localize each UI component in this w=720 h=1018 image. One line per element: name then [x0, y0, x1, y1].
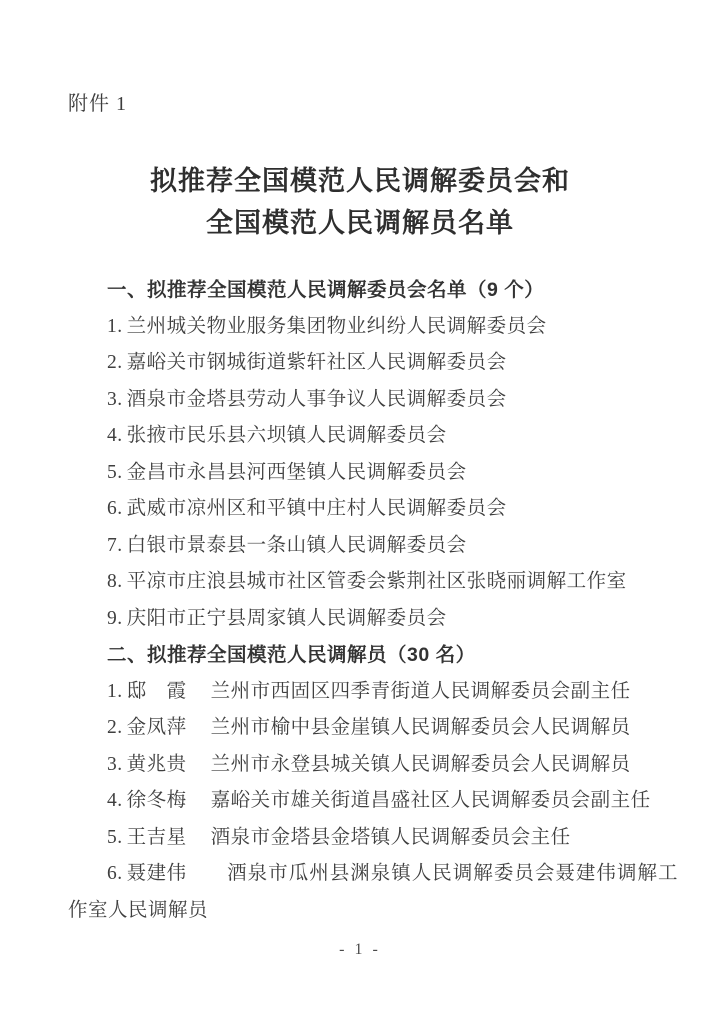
item-number: 6. [107, 863, 123, 884]
item-number: 3. [107, 753, 123, 775]
committee-item [68, 382, 678, 419]
document-title-line1: 拟推荐全国模范人民调解委员会和 [150, 166, 570, 196]
committee-item [68, 309, 678, 346]
committee-item [68, 564, 678, 601]
committee-item [68, 455, 678, 492]
mediator-item [68, 820, 678, 857]
mediator-name: 王吉星 [126, 826, 187, 848]
item-number: 9. [107, 607, 123, 629]
item-number: 7. [107, 534, 123, 556]
mediator-item [68, 674, 678, 711]
mediator-name: 黄兆贵 [126, 753, 187, 775]
item-number: 5. [107, 826, 123, 848]
document-title-line2: 全国模范人民调解员名单 [206, 208, 514, 238]
item-text: 武威市凉州区和平镇中庄村人民调解委员会 [126, 498, 507, 519]
item-number: 6. [107, 498, 123, 519]
item-number: 1. [107, 680, 123, 702]
item-number: 3. [107, 388, 123, 410]
item-text: 庆阳市正宁县周家镇人民调解委员会 [126, 607, 447, 629]
committee-item [68, 528, 678, 565]
item-text: 平凉市庄浪县城市社区管委会紫荆社区张晓丽调解工作室 [126, 571, 627, 592]
committee-item [68, 345, 678, 382]
mediator-position: 酒泉市金塔县金塔镇人民调解委员会主任 [210, 826, 571, 848]
attachment-label: 附件 1 [68, 93, 127, 115]
section-committees-heading: 一、拟推荐全国模范人民调解委员会名单（9 个） [107, 279, 545, 301]
item-number: 1. [107, 315, 123, 337]
page-number: - 1 - [339, 941, 381, 958]
mediator-position: 兰州市永登县城关镇人民调解委员会人民调解员 [210, 753, 631, 775]
document-body [68, 272, 678, 929]
item-number: 2. [107, 352, 123, 373]
mediator-item [68, 783, 678, 820]
document-title [0, 160, 720, 244]
mediator-position: 酒泉市瓜州县渊泉镇人民调解委员会聂建伟调解工作室人民调解员 [68, 863, 678, 921]
item-number: 4. [107, 425, 123, 446]
item-text: 酒泉市金塔县劳动人事争议人民调解委员会 [126, 388, 507, 410]
mediator-name: 聂建伟 [126, 863, 187, 884]
item-text: 张掖市民乐县六坝镇人民调解委员会 [126, 425, 447, 446]
item-text: 嘉峪关市钢城街道紫轩社区人民调解委员会 [126, 352, 507, 373]
mediator-item [68, 856, 678, 929]
mediator-position: 嘉峪关市雄关街道昌盛社区人民调解委员会副主任 [210, 790, 651, 811]
item-text: 金昌市永昌县河西堡镇人民调解委员会 [126, 461, 467, 483]
committee-item [68, 418, 678, 455]
mediator-item [68, 710, 678, 747]
mediator-position: 兰州市西固区四季青街道人民调解委员会副主任 [210, 680, 631, 702]
mediator-position: 兰州市榆中县金崖镇人民调解委员会人民调解员 [210, 717, 631, 738]
item-number: 2. [107, 717, 123, 738]
mediator-item [68, 747, 678, 784]
mediator-name: 金凤萍 [126, 717, 187, 738]
committee-item [68, 491, 678, 528]
item-text: 白银市景泰县一条山镇人民调解委员会 [126, 534, 467, 556]
committee-item [68, 601, 678, 638]
mediator-name: 徐冬梅 [126, 790, 187, 811]
item-number: 4. [107, 790, 123, 811]
item-text: 兰州城关物业服务集团物业纠纷人民调解委员会 [126, 315, 547, 337]
item-number: 8. [107, 571, 123, 592]
item-number: 5. [107, 461, 123, 483]
mediator-name: 邸 霞 [126, 680, 187, 702]
section-mediators-heading: 二、拟推荐全国模范人民调解员（30 名） [107, 644, 476, 666]
